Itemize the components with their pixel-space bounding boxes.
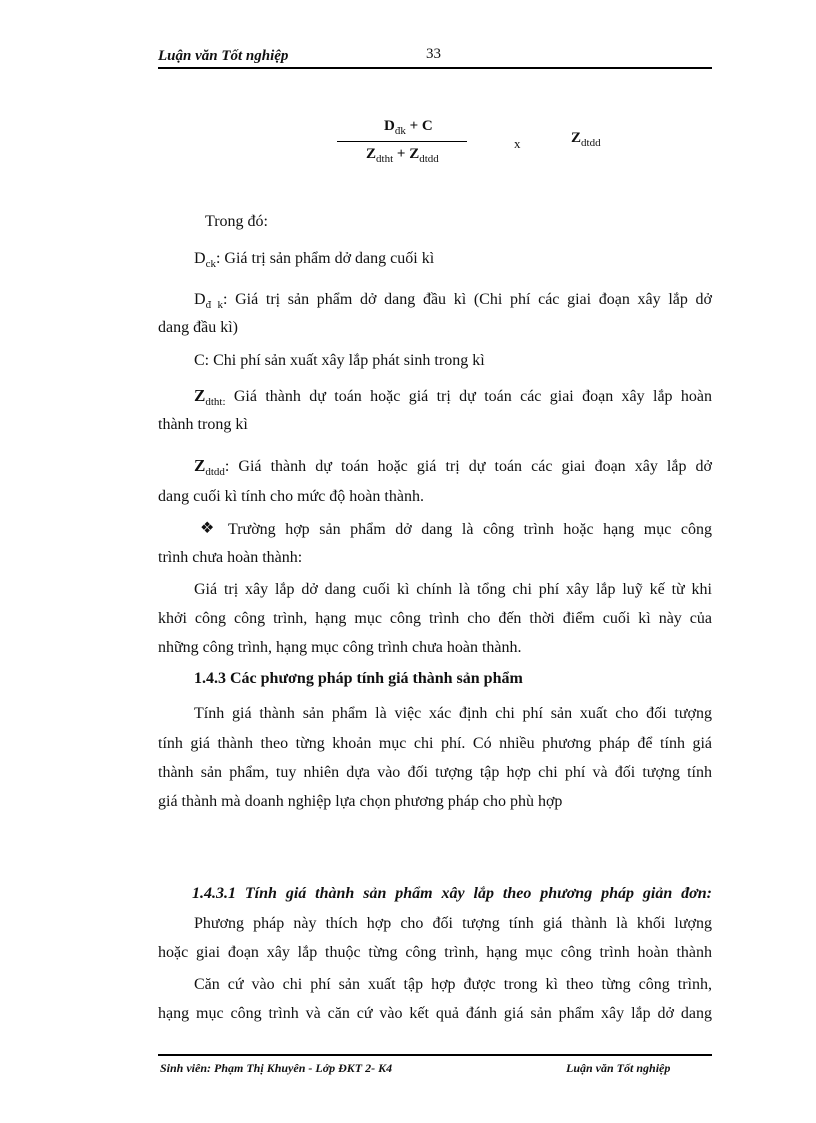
heading-1-4-3-1: 1.4.3.1 Tính giá thành sản phẩm xây lắp theo phương pháp giản đơn:	[192, 885, 712, 902]
tinh-line1: Tính giá thành sản phẩm là việc xác định chi phí sản xuất cho đối tượng	[194, 705, 712, 722]
formula-multiplier: $Z_{dtdd}$	[571, 130, 601, 149]
footer-rule	[158, 1054, 712, 1056]
c-definition: C: Chi phí sản xuất xây lắp phát sinh trong kì	[194, 352, 485, 369]
can-line1: Căn cứ vào chi phí sản xuất tập hợp được trong kì theo từng công trình,	[194, 976, 712, 993]
bullet-icon: ❖	[200, 520, 215, 537]
zdtdd-definition-line1: $Z_{dtdd}$: Giá thành dự toán hoặc giá trị dự toán các giai đoạn xây lắp dở	[194, 456, 712, 479]
zdtht-definition-line2: thành trong kì	[158, 416, 248, 433]
pp-line1: Phương pháp này thích hợp cho đối tượng tính giá thành là khối lượng	[194, 915, 712, 932]
gia-tri-line3: những công trình, hạng mục công trình chưa hoàn thành.	[158, 639, 522, 656]
formula-times: x	[514, 136, 521, 151]
ddk-definition-line1: $D_{đ k}$: Giá trị sản phẩm dở dang đầu kì (Chi phí các giai đoạn xây lắp dở	[194, 291, 713, 312]
fraction-line	[337, 141, 467, 142]
gia-tri-line2: khởi công công trình, hạng mục công trình cho đến thời điểm cuối kì này của	[158, 610, 712, 627]
heading-1-4-3: 1.4.3 Các phương pháp tính giá thành sản phẩm	[194, 670, 523, 687]
dck-definition: $D_{ck}$: Giá trị sản phẩm dở dang cuối kì	[194, 250, 435, 271]
page-number: 33	[426, 46, 441, 62]
can-line2: hạng mục công trình và căn cứ vào kết quả đánh giá sản phẩm xây lắp dở dang	[158, 1005, 712, 1022]
footer-title: Luận văn Tốt nghiệp	[566, 1061, 671, 1075]
zdtdd-definition-line2: dang cuối kì tính cho mức độ hoàn thành.	[158, 488, 424, 505]
formula-numerator: $D_{đk} + C$	[384, 118, 433, 137]
trong-do-label: Trong đó:	[205, 213, 268, 230]
tinh-line3: thành sản phẩm, tuy nhiên dựa vào đối tượng tập hợp chi phí và đối tượng tính	[158, 764, 712, 781]
header-title: Luận văn Tốt nghiệp	[158, 48, 289, 64]
ddk-definition-line2: dang đầu kì)	[158, 319, 238, 336]
case-text-line2: trình chưa hoàn thành:	[158, 549, 303, 566]
tinh-line4: giá thành mà doanh nghiệp lựa chọn phương pháp cho phù hợp	[158, 793, 563, 810]
tinh-line2: tính giá thành theo từng khoản mục chi phí. Có nhiều phương pháp để tính giá	[158, 735, 712, 752]
formula-denominator: $Z_{dtht} + Z_{dtdd}$	[366, 146, 439, 165]
header-rule	[158, 67, 712, 69]
case-text-line1: Trường hợp sản phẩm dở dang là công trình hoặc hạng mục công	[228, 521, 712, 538]
gia-tri-line1: Giá trị xây lắp dở dang cuối kì chính là tổng chi phí xây lắp luỹ kế từ khi	[194, 581, 712, 598]
pp-line2: hoặc giai đoạn xây lắp thuộc từng công trình, hạng mục công trình hoàn thành	[158, 944, 712, 961]
zdtht-definition-line1: $Z_{dtht:}$ Giá thành dự toán hoặc giá trị dự toán các giai đoạn xây lắp hoàn	[194, 386, 712, 409]
footer-student: Sinh viên: Phạm Thị Khuyên - Lớp ĐKT 2- K4	[160, 1061, 393, 1075]
